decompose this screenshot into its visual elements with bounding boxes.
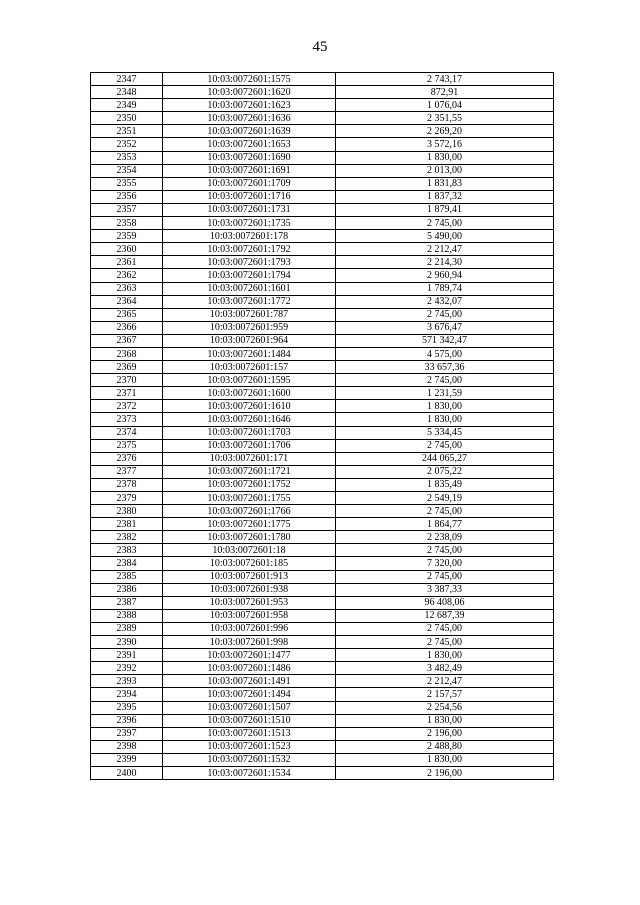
- cadastral-number-cell: 10:03:0072601:1600: [163, 387, 336, 400]
- cadastral-number-cell: 10:03:0072601:1772: [163, 295, 336, 308]
- table-row: [91, 308, 554, 321]
- cadastral-number-cell: 10:03:0072601:1703: [163, 426, 336, 439]
- table-row: [91, 387, 554, 400]
- table-row: [91, 374, 554, 387]
- value-cell: 2 488,80: [336, 740, 554, 753]
- row-number-cell: 2370: [91, 374, 163, 387]
- table-row: [91, 217, 554, 230]
- cadastral-number-cell: 10:03:0072601:964: [163, 334, 336, 347]
- table-row: [91, 688, 554, 701]
- table-row: [91, 295, 554, 308]
- value-cell: 1 789,74: [336, 282, 554, 295]
- table-row: [91, 544, 554, 557]
- row-number-cell: 2389: [91, 622, 163, 635]
- row-number-cell: 2387: [91, 596, 163, 609]
- value-cell: 1 864,77: [336, 518, 554, 531]
- table-row: [91, 400, 554, 413]
- row-number-cell: 2368: [91, 347, 163, 360]
- value-cell: 1 076,04: [336, 99, 554, 112]
- table-row: [91, 766, 554, 779]
- row-number-cell: 2379: [91, 492, 163, 505]
- row-number-cell: 2377: [91, 465, 163, 478]
- cadastral-number-cell: 10:03:0072601:1793: [163, 256, 336, 269]
- cadastral-number-cell: 10:03:0072601:1690: [163, 151, 336, 164]
- row-number-cell: 2390: [91, 636, 163, 649]
- cadastral-number-cell: 10:03:0072601:1653: [163, 138, 336, 151]
- row-number-cell: 2382: [91, 531, 163, 544]
- table-row: [91, 164, 554, 177]
- table-row: [91, 622, 554, 635]
- value-cell: 2 745,00: [336, 217, 554, 230]
- table-row: [91, 675, 554, 688]
- value-cell: 3 572,16: [336, 138, 554, 151]
- value-cell: 2 745,00: [336, 374, 554, 387]
- row-number-cell: 2400: [91, 766, 163, 779]
- table-row: [91, 570, 554, 583]
- row-number-cell: 2392: [91, 662, 163, 675]
- value-cell: 1 830,00: [336, 151, 554, 164]
- cadastral-number-cell: 10:03:0072601:1721: [163, 465, 336, 478]
- table-row: [91, 177, 554, 190]
- table-row: [91, 518, 554, 531]
- value-cell: 4 575,00: [336, 347, 554, 360]
- value-cell: 3 482,49: [336, 662, 554, 675]
- table-row: [91, 230, 554, 243]
- table-row: [91, 321, 554, 334]
- row-number-cell: 2358: [91, 217, 163, 230]
- value-cell: 12 687,39: [336, 609, 554, 622]
- value-cell: 2 212,47: [336, 675, 554, 688]
- table-row: [91, 557, 554, 570]
- cadastral-number-cell: 10:03:0072601:1534: [163, 766, 336, 779]
- row-number-cell: 2385: [91, 570, 163, 583]
- value-cell: 3 387,33: [336, 583, 554, 596]
- row-number-cell: 2378: [91, 478, 163, 491]
- table-row: [91, 740, 554, 753]
- row-number-cell: 2388: [91, 609, 163, 622]
- cadastral-number-cell: 10:03:0072601:1780: [163, 531, 336, 544]
- cadastral-number-cell: 10:03:0072601:1486: [163, 662, 336, 675]
- table-row: [91, 714, 554, 727]
- row-number-cell: 2360: [91, 243, 163, 256]
- table-row: [91, 426, 554, 439]
- cadastral-number-cell: 10:03:0072601:913: [163, 570, 336, 583]
- cadastral-number-cell: 10:03:0072601:1610: [163, 400, 336, 413]
- row-number-cell: 2372: [91, 400, 163, 413]
- row-number-cell: 2395: [91, 701, 163, 714]
- table-row: [91, 413, 554, 426]
- cadastral-number-cell: 10:03:0072601:1731: [163, 203, 336, 216]
- table-row: [91, 282, 554, 295]
- value-cell: 1 830,00: [336, 649, 554, 662]
- row-number-cell: 2369: [91, 361, 163, 374]
- table-row: [91, 334, 554, 347]
- cadastral-number-cell: 10:03:0072601:1575: [163, 73, 336, 86]
- cadastral-number-cell: 10:03:0072601:1601: [163, 282, 336, 295]
- cadastral-number-cell: 10:03:0072601:1639: [163, 125, 336, 138]
- value-cell: 1 879,41: [336, 203, 554, 216]
- cadastral-number-cell: 10:03:0072601:958: [163, 609, 336, 622]
- cadastral-number-cell: 10:03:0072601:959: [163, 321, 336, 334]
- cadastral-number-cell: 10:03:0072601:185: [163, 557, 336, 570]
- table-row: [91, 138, 554, 151]
- row-number-cell: 2362: [91, 269, 163, 282]
- value-cell: 96 408,06: [336, 596, 554, 609]
- table-row: [91, 649, 554, 662]
- value-cell: 33 657,36: [336, 361, 554, 374]
- cadastral-number-cell: 10:03:0072601:171: [163, 452, 336, 465]
- table-body: [91, 73, 554, 780]
- row-number-cell: 2355: [91, 177, 163, 190]
- row-number-cell: 2354: [91, 164, 163, 177]
- value-cell: 2 254,56: [336, 701, 554, 714]
- table-row: [91, 99, 554, 112]
- value-cell: 2 745,00: [336, 308, 554, 321]
- row-number-cell: 2394: [91, 688, 163, 701]
- value-cell: 2 013,00: [336, 164, 554, 177]
- value-cell: 2 238,09: [336, 531, 554, 544]
- cadastral-number-cell: 10:03:0072601:1513: [163, 727, 336, 740]
- cadastral-number-cell: 10:03:0072601:1623: [163, 99, 336, 112]
- value-cell: 2 214,30: [336, 256, 554, 269]
- row-number-cell: 2393: [91, 675, 163, 688]
- value-cell: 1 830,00: [336, 400, 554, 413]
- cadastral-number-cell: 10:03:0072601:1735: [163, 217, 336, 230]
- value-cell: 5 490,00: [336, 230, 554, 243]
- cadastral-number-cell: 10:03:0072601:1620: [163, 86, 336, 99]
- cadastral-number-cell: 10:03:0072601:1775: [163, 518, 336, 531]
- row-number-cell: 2381: [91, 518, 163, 531]
- cadastral-number-cell: 10:03:0072601:1766: [163, 505, 336, 518]
- table-row: [91, 190, 554, 203]
- row-number-cell: 2396: [91, 714, 163, 727]
- cadastral-number-cell: 10:03:0072601:1523: [163, 740, 336, 753]
- value-cell: 2 745,00: [336, 439, 554, 452]
- table-row: [91, 596, 554, 609]
- table-row: [91, 452, 554, 465]
- cadastral-number-cell: 10:03:0072601:787: [163, 308, 336, 321]
- row-number-cell: 2347: [91, 73, 163, 86]
- value-cell: 1 831,83: [336, 177, 554, 190]
- row-number-cell: 2351: [91, 125, 163, 138]
- row-number-cell: 2352: [91, 138, 163, 151]
- table-row: [91, 636, 554, 649]
- row-number-cell: 2399: [91, 753, 163, 766]
- table-row: [91, 531, 554, 544]
- cadastral-number-cell: 10:03:0072601:178: [163, 230, 336, 243]
- value-cell: 2 745,00: [336, 636, 554, 649]
- cadastral-number-cell: 10:03:0072601:1691: [163, 164, 336, 177]
- row-number-cell: 2353: [91, 151, 163, 164]
- row-number-cell: 2350: [91, 112, 163, 125]
- table-row: [91, 701, 554, 714]
- table-row: [91, 478, 554, 491]
- cadastral-number-cell: 10:03:0072601:1510: [163, 714, 336, 727]
- value-cell: 1 231,59: [336, 387, 554, 400]
- table-row: [91, 125, 554, 138]
- table-row: [91, 86, 554, 99]
- value-cell: 1 835,49: [336, 478, 554, 491]
- cadastral-number-cell: 10:03:0072601:1636: [163, 112, 336, 125]
- table-row: [91, 347, 554, 360]
- value-cell: 2 269,20: [336, 125, 554, 138]
- row-number-cell: 2375: [91, 439, 163, 452]
- row-number-cell: 2366: [91, 321, 163, 334]
- row-number-cell: 2391: [91, 649, 163, 662]
- row-number-cell: 2361: [91, 256, 163, 269]
- table-row: [91, 465, 554, 478]
- value-cell: 872,91: [336, 86, 554, 99]
- table-row: [91, 269, 554, 282]
- table-row: [91, 492, 554, 505]
- cadastral-number-cell: 10:03:0072601:953: [163, 596, 336, 609]
- table-row: [91, 243, 554, 256]
- row-number-cell: 2384: [91, 557, 163, 570]
- value-cell: 2 196,00: [336, 727, 554, 740]
- row-number-cell: 2356: [91, 190, 163, 203]
- value-cell: 1 830,00: [336, 753, 554, 766]
- row-number-cell: 2365: [91, 308, 163, 321]
- row-number-cell: 2371: [91, 387, 163, 400]
- value-cell: 2 743,17: [336, 73, 554, 86]
- value-cell: 2 745,00: [336, 570, 554, 583]
- value-cell: 7 320,00: [336, 557, 554, 570]
- cadastral-number-cell: 10:03:0072601:1532: [163, 753, 336, 766]
- value-cell: 3 676,47: [336, 321, 554, 334]
- table-row: [91, 73, 554, 86]
- cadastral-number-cell: 10:03:0072601:1794: [163, 269, 336, 282]
- value-cell: 2 960,94: [336, 269, 554, 282]
- row-number-cell: 2367: [91, 334, 163, 347]
- row-number-cell: 2363: [91, 282, 163, 295]
- table-row: [91, 151, 554, 164]
- cadastral-number-cell: 10:03:0072601:157: [163, 361, 336, 374]
- cadastral-number-cell: 10:03:0072601:998: [163, 636, 336, 649]
- cadastral-number-cell: 10:03:0072601:1716: [163, 190, 336, 203]
- value-cell: 2 212,47: [336, 243, 554, 256]
- row-number-cell: 2373: [91, 413, 163, 426]
- cadastral-number-cell: 10:03:0072601:938: [163, 583, 336, 596]
- cadastral-number-cell: 10:03:0072601:1507: [163, 701, 336, 714]
- row-number-cell: 2348: [91, 86, 163, 99]
- row-number-cell: 2386: [91, 583, 163, 596]
- table-row: [91, 662, 554, 675]
- value-cell: 571 342,47: [336, 334, 554, 347]
- row-number-cell: 2364: [91, 295, 163, 308]
- cadastral-number-cell: 10:03:0072601:996: [163, 622, 336, 635]
- cadastral-number-cell: 10:03:0072601:1706: [163, 439, 336, 452]
- value-cell: 244 065,27: [336, 452, 554, 465]
- cadastral-number-cell: 10:03:0072601:1709: [163, 177, 336, 190]
- page-number: 45: [312, 39, 328, 55]
- table-row: [91, 583, 554, 596]
- cadastral-number-cell: 10:03:0072601:1477: [163, 649, 336, 662]
- cadastral-number-cell: 10:03:0072601:1494: [163, 688, 336, 701]
- table-row: [91, 112, 554, 125]
- value-cell: 1 837,32: [336, 190, 554, 203]
- row-number-cell: 2357: [91, 203, 163, 216]
- value-cell: 2 157,57: [336, 688, 554, 701]
- value-cell: 1 830,00: [336, 413, 554, 426]
- value-cell: 2 549,19: [336, 492, 554, 505]
- row-number-cell: 2359: [91, 230, 163, 243]
- value-cell: 2 196,00: [336, 766, 554, 779]
- table-row: [91, 361, 554, 374]
- value-cell: 2 745,00: [336, 622, 554, 635]
- table-row: [91, 439, 554, 452]
- value-cell: 2 351,55: [336, 112, 554, 125]
- cadastral-number-cell: 10:03:0072601:18: [163, 544, 336, 557]
- row-number-cell: 2397: [91, 727, 163, 740]
- row-number-cell: 2376: [91, 452, 163, 465]
- value-cell: 2 745,00: [336, 544, 554, 557]
- table-row: [91, 609, 554, 622]
- cadastral-table: [90, 72, 554, 780]
- cadastral-number-cell: 10:03:0072601:1484: [163, 347, 336, 360]
- cadastral-number-cell: 10:03:0072601:1792: [163, 243, 336, 256]
- table-row: [91, 505, 554, 518]
- cadastral-number-cell: 10:03:0072601:1646: [163, 413, 336, 426]
- value-cell: 1 830,00: [336, 714, 554, 727]
- cadastral-number-cell: 10:03:0072601:1755: [163, 492, 336, 505]
- value-cell: 2 432,07: [336, 295, 554, 308]
- row-number-cell: 2380: [91, 505, 163, 518]
- row-number-cell: 2374: [91, 426, 163, 439]
- table-row: [91, 753, 554, 766]
- value-cell: 2 075,22: [336, 465, 554, 478]
- row-number-cell: 2383: [91, 544, 163, 557]
- cadastral-number-cell: 10:03:0072601:1752: [163, 478, 336, 491]
- value-cell: 5 334,45: [336, 426, 554, 439]
- row-number-cell: 2349: [91, 99, 163, 112]
- table-row: [91, 203, 554, 216]
- value-cell: 2 745,00: [336, 505, 554, 518]
- table-row: [91, 727, 554, 740]
- row-number-cell: 2398: [91, 740, 163, 753]
- cadastral-number-cell: 10:03:0072601:1595: [163, 374, 336, 387]
- cadastral-number-cell: 10:03:0072601:1491: [163, 675, 336, 688]
- table-row: [91, 256, 554, 269]
